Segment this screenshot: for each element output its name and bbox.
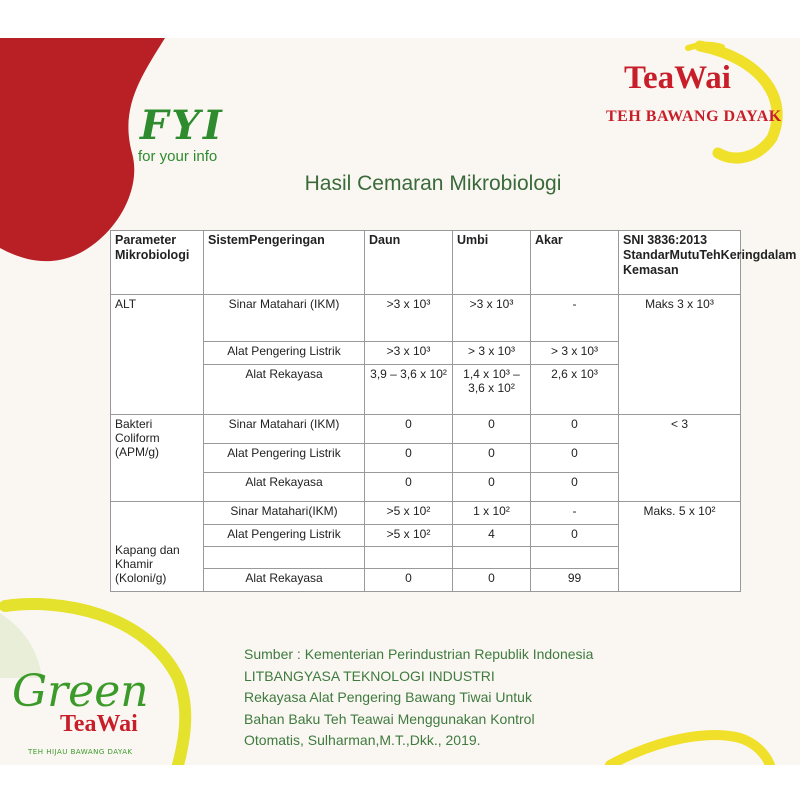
source-line: LITBANGYASA TEKNOLOGI INDUSTRI xyxy=(244,667,495,684)
daun-cell: >5 x 10² xyxy=(365,525,453,547)
table-row xyxy=(111,295,741,342)
source-line: Bahan Baku Teh Teawai Menggunakan Kontrol xyxy=(244,710,535,727)
header-parameter: Parameter Mikrobiologi xyxy=(111,231,204,295)
standard-cell: Maks 3 x 10³ xyxy=(619,295,741,415)
umbi-cell xyxy=(453,547,531,569)
header-sistem: SistemPengeringan xyxy=(204,231,365,295)
umbi-cell: 1,4 x 10³ – 3,6 x 10² xyxy=(453,365,531,415)
sistem-cell: Sinar Matahari(IKM) xyxy=(204,502,365,525)
standard-cell: < 3 xyxy=(619,415,741,502)
sistem-cell: Sinar Matahari (IKM) xyxy=(204,415,365,444)
daun-cell: 0 xyxy=(365,569,453,592)
param-cell: ALT xyxy=(111,295,204,415)
akar-cell: 0 xyxy=(531,473,619,502)
akar-cell xyxy=(531,547,619,569)
table-header-row xyxy=(111,231,741,295)
akar-cell: 99 xyxy=(531,569,619,592)
umbi-cell: 0 xyxy=(453,415,531,444)
sistem-cell xyxy=(204,547,365,569)
standard-cell: Maks. 5 x 10² xyxy=(619,502,741,592)
umbi-cell: 4 xyxy=(453,525,531,547)
umbi-cell: >3 x 10³ xyxy=(453,295,531,342)
yellow-swoosh-bottom-right xyxy=(610,735,770,765)
sistem-cell: Alat Rekayasa xyxy=(204,569,365,592)
header-daun: Daun xyxy=(365,231,453,295)
green-teawai-logo: Green xyxy=(12,666,149,717)
header-umbi: Umbi xyxy=(453,231,531,295)
daun-cell: 0 xyxy=(365,444,453,473)
umbi-cell: 0 xyxy=(453,444,531,473)
param-cell: Bakteri Coliform (APM/g) xyxy=(111,415,204,502)
daun-cell: 0 xyxy=(365,473,453,502)
daun-cell xyxy=(365,547,453,569)
akar-cell: 0 xyxy=(531,525,619,547)
yellow-swoosh-top-small xyxy=(688,45,722,48)
sistem-cell: Alat Pengering Listrik xyxy=(204,342,365,365)
umbi-cell: 0 xyxy=(453,569,531,592)
daun-cell: 3,9 – 3,6 x 10² xyxy=(365,365,453,415)
green-teawai-tagline: TEH HIJAU BAWANG DAYAK xyxy=(28,748,133,756)
teawai-tagline: TEH BAWANG DAYAK xyxy=(606,108,782,125)
source-line: Otomatis, Sulharman,M.T.,Dkk., 2019. xyxy=(244,732,481,748)
sistem-cell: Alat Rekayasa xyxy=(204,365,365,415)
akar-cell: - xyxy=(531,502,619,525)
akar-cell: - xyxy=(531,295,619,342)
table-row xyxy=(111,415,741,444)
daun-cell: 0 xyxy=(365,415,453,444)
header-akar: Akar xyxy=(531,231,619,295)
table-row xyxy=(111,502,741,525)
akar-cell: 2,6 x 10³ xyxy=(531,365,619,415)
daun-cell: >3 x 10³ xyxy=(365,342,453,365)
param-cell: Kapang dan Khamir (Koloni/g) xyxy=(111,502,204,592)
fyi-heading: FYI xyxy=(140,102,225,149)
microbiology-table xyxy=(110,230,797,592)
source-line: Rekayasa Alat Pengering Bawang Tiwai Untuk xyxy=(244,689,532,705)
sistem-cell: Alat Pengering Listrik xyxy=(204,525,365,547)
page-title: Hasil Cemaran Mikrobiologi xyxy=(304,172,562,195)
header-standard: SNI 3836:2013 StandarMutuTehKeringdalam Kemasan xyxy=(619,231,741,295)
infographic-page xyxy=(0,38,800,765)
umbi-cell: 1 x 10² xyxy=(453,502,531,525)
source-line: Sumber : Kementerian Perindustrian Republik Indonesia xyxy=(244,646,594,662)
sistem-cell: Alat Pengering Listrik xyxy=(204,444,365,473)
umbi-cell: > 3 x 10³ xyxy=(453,342,531,365)
umbi-cell: 0 xyxy=(453,473,531,502)
green-teawai-logo-name: TeaWai xyxy=(60,711,138,737)
sistem-cell: Sinar Matahari (IKM) xyxy=(204,295,365,342)
sistem-cell: Alat Rekayasa xyxy=(204,473,365,502)
akar-cell: 0 xyxy=(531,415,619,444)
daun-cell: >5 x 10² xyxy=(365,502,453,525)
source-citation xyxy=(244,644,593,752)
fyi-subtitle: for your info xyxy=(138,148,218,165)
teawai-logo: TeaWai xyxy=(624,60,731,96)
akar-cell: 0 xyxy=(531,444,619,473)
akar-cell: > 3 x 10³ xyxy=(531,342,619,365)
daun-cell: >3 x 10³ xyxy=(365,295,453,342)
